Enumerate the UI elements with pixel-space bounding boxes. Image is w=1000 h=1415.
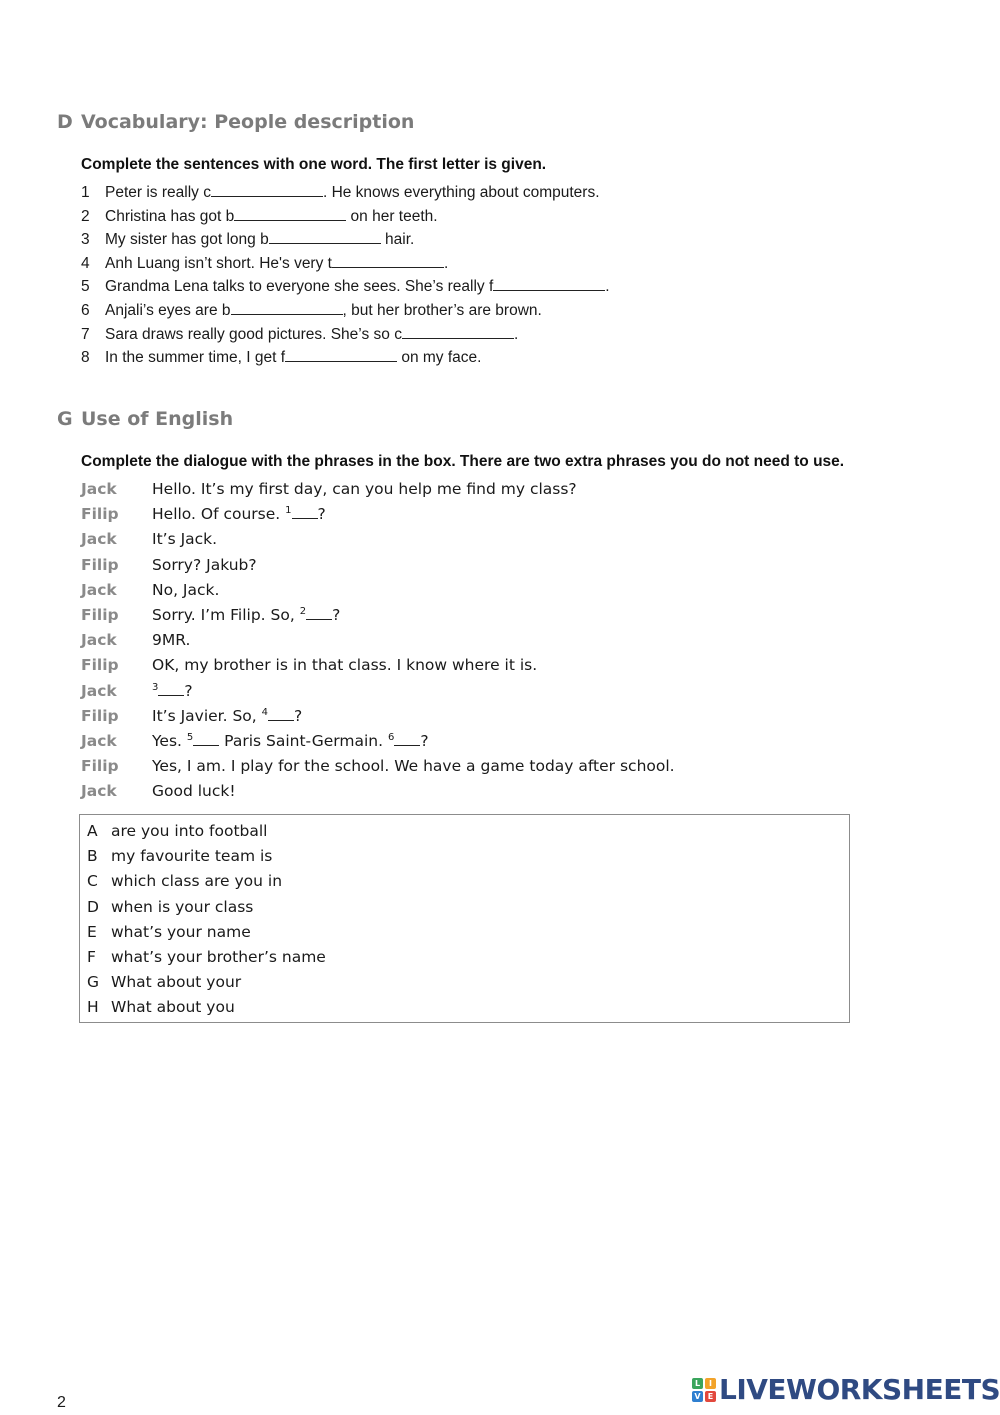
section-g-title bbox=[57, 408, 233, 430]
option-letter: A bbox=[87, 822, 98, 840]
item-text-before: Grandma Lena talks to everyone she sees. She’s really f bbox=[105, 278, 494, 296]
text-segment: Hello. It’s my first day, can you help me find my class? bbox=[152, 480, 577, 498]
text-segment: Paris Saint-Germain. bbox=[219, 732, 388, 750]
logo-grid-icon bbox=[692, 1378, 716, 1402]
text-segment: Good luck! bbox=[152, 782, 236, 801]
item-text-after: . bbox=[605, 278, 610, 296]
item-text-after: on my face. bbox=[397, 349, 482, 367]
speaker-name: Jack bbox=[81, 681, 117, 700]
answer-blank[interactable] bbox=[285, 348, 397, 362]
item-number: 6 bbox=[81, 302, 90, 319]
dialogue-gap[interactable] bbox=[193, 733, 219, 746]
section-g-letter: G bbox=[57, 408, 73, 430]
item-text-before: Sara draws really good pictures. She’s so c bbox=[105, 325, 402, 343]
item-number: 7 bbox=[81, 325, 90, 343]
item-number: 2 bbox=[81, 207, 90, 225]
option-text: What about your bbox=[111, 973, 242, 992]
item-number: 8 bbox=[81, 349, 90, 367]
text-segment: ? bbox=[317, 505, 326, 524]
section-d-heading: Vocabulary: People description bbox=[81, 111, 415, 133]
page-number: 2 bbox=[57, 1394, 66, 1411]
answer-blank[interactable] bbox=[211, 183, 323, 197]
dialogue-line bbox=[81, 782, 236, 800]
phrase-box bbox=[79, 814, 850, 1023]
dialogue-gap[interactable] bbox=[268, 708, 294, 721]
item-text-after: . bbox=[443, 254, 449, 272]
section-g-instruction: Complete the dialogue with the phrases in the box. There are two extra phrases you do not need to use. bbox=[81, 453, 845, 470]
item-number: 1 bbox=[81, 184, 90, 201]
answer-blank[interactable] bbox=[493, 277, 605, 291]
dialogue-line bbox=[81, 631, 190, 649]
speaker-name: Jack bbox=[81, 580, 117, 599]
dialogue-text bbox=[152, 505, 326, 523]
gap-number: 1 bbox=[285, 505, 292, 517]
text-segment: It’s Javier. So, bbox=[152, 706, 262, 725]
section-d-instruction: Complete the sentences with one word. The first letter is given. bbox=[81, 156, 547, 173]
gap-number: 3 bbox=[152, 681, 159, 693]
speaker-name: Jack bbox=[81, 480, 117, 498]
item-text-before: My sister has got long b bbox=[105, 231, 269, 249]
gap-number: 2 bbox=[299, 606, 307, 617]
item-text-before: Anh Luang isn’t short. He's very t bbox=[105, 254, 332, 272]
text-segment: OK, my brother is in that class. I know where it is. bbox=[152, 656, 538, 675]
text-segment: ? bbox=[332, 606, 341, 624]
dialogue-line bbox=[81, 656, 537, 674]
vocab-item bbox=[81, 230, 414, 249]
dialogue-text bbox=[152, 732, 429, 750]
logo-tile: L bbox=[692, 1378, 703, 1389]
item-text-after: hair. bbox=[380, 231, 415, 249]
phrase-option bbox=[87, 847, 272, 865]
speaker-name: Filip bbox=[81, 505, 119, 524]
answer-blank[interactable] bbox=[231, 301, 343, 315]
section-d-letter: D bbox=[57, 111, 73, 133]
item-text-before: In the summer time, I get f bbox=[105, 349, 286, 367]
phrase-option bbox=[87, 923, 251, 941]
item-number: 3 bbox=[81, 231, 90, 249]
speaker-name: Filip bbox=[81, 656, 119, 675]
phrase-option bbox=[87, 898, 253, 916]
section-d-title bbox=[57, 111, 414, 133]
option-text: which class are you in bbox=[111, 872, 283, 891]
dialogue-line bbox=[81, 732, 429, 750]
gap-number: 6 bbox=[387, 732, 395, 743]
dialogue-gap[interactable] bbox=[306, 607, 332, 620]
dialogue-line bbox=[81, 581, 219, 599]
text-segment: ? bbox=[294, 706, 303, 725]
option-letter: G bbox=[87, 973, 100, 992]
text-segment: It’s Jack. bbox=[152, 530, 218, 549]
dialogue-line bbox=[81, 530, 217, 548]
vocab-item bbox=[81, 301, 542, 320]
phrase-option bbox=[87, 998, 235, 1016]
text-segment: ? bbox=[184, 681, 193, 700]
text-segment: No, Jack. bbox=[152, 580, 220, 599]
vocab-item bbox=[81, 325, 518, 344]
item-text-before: Christina has got b bbox=[105, 207, 235, 225]
dialogue-text bbox=[152, 581, 219, 599]
speaker-name: Jack bbox=[81, 631, 117, 650]
logo-tile: E bbox=[705, 1391, 716, 1402]
dialogue-line bbox=[81, 606, 340, 624]
option-text: when is your class bbox=[111, 897, 254, 916]
dialogue-line bbox=[81, 757, 675, 775]
option-letter: C bbox=[87, 872, 98, 891]
text-segment: Sorry. I’m Filip. So, bbox=[152, 606, 300, 624]
option-letter: H bbox=[87, 998, 99, 1017]
dialogue-line bbox=[81, 480, 577, 498]
dialogue-line bbox=[81, 707, 302, 725]
speaker-name: Filip bbox=[81, 555, 119, 574]
dialogue-gap[interactable] bbox=[292, 506, 318, 519]
option-text: my favourite team is bbox=[111, 847, 273, 866]
liveworksheets-logo bbox=[692, 1373, 1000, 1406]
logo-tile: I bbox=[705, 1378, 716, 1389]
phrase-option bbox=[87, 948, 326, 966]
vocab-item bbox=[81, 183, 600, 202]
item-text-before: Anjali’s eyes are b bbox=[105, 302, 231, 319]
section-g-heading: Use of English bbox=[81, 408, 234, 430]
dialogue-text bbox=[152, 480, 577, 498]
option-text: what’s your name bbox=[111, 922, 251, 941]
answer-blank[interactable] bbox=[332, 254, 444, 268]
item-text-before: Peter is really c bbox=[105, 184, 211, 201]
item-number: 4 bbox=[81, 254, 90, 272]
dialogue-text bbox=[152, 656, 537, 674]
answer-blank[interactable] bbox=[234, 207, 346, 221]
item-text-after: . He knows everything about computers. bbox=[322, 184, 600, 201]
dialogue-text bbox=[152, 707, 302, 725]
option-letter: F bbox=[87, 948, 96, 966]
text-segment: Yes. bbox=[152, 732, 187, 750]
item-text-after: . bbox=[513, 325, 519, 343]
text-segment: Hello. Of course. bbox=[152, 505, 286, 524]
dialogue-gap[interactable] bbox=[158, 683, 184, 696]
dialogue-gap[interactable] bbox=[394, 733, 420, 746]
text-segment: Sorry? Jakub? bbox=[152, 555, 257, 574]
item-number: 5 bbox=[81, 278, 90, 296]
gap-number: 5 bbox=[186, 732, 194, 743]
speaker-name: Jack bbox=[81, 732, 117, 750]
vocab-item bbox=[81, 254, 448, 273]
speaker-name: Filip bbox=[81, 606, 119, 624]
dialogue-text bbox=[152, 530, 217, 548]
option-text: what’s your brother’s name bbox=[111, 948, 326, 966]
vocab-item bbox=[81, 348, 481, 367]
dialogue-text bbox=[152, 631, 190, 649]
dialogue-line bbox=[81, 682, 193, 700]
option-letter: E bbox=[87, 922, 97, 941]
answer-blank[interactable] bbox=[402, 325, 514, 339]
option-letter: B bbox=[87, 847, 98, 866]
phrase-option bbox=[87, 822, 267, 840]
speaker-name: Jack bbox=[81, 782, 117, 801]
phrase-option bbox=[87, 973, 241, 991]
text-segment: 9MR. bbox=[152, 631, 191, 650]
dialogue-text bbox=[152, 757, 675, 775]
option-text: What about you bbox=[111, 998, 235, 1017]
item-text-after: on her teeth. bbox=[346, 207, 438, 225]
speaker-name: Jack bbox=[81, 530, 117, 549]
dialogue-text bbox=[152, 556, 257, 574]
logo-text: LIVEWORKSHEETS bbox=[719, 1373, 1000, 1406]
dialogue-text bbox=[152, 782, 236, 800]
option-text: are you into football bbox=[111, 822, 268, 840]
dialogue-text bbox=[152, 606, 340, 624]
dialogue-line bbox=[81, 556, 257, 574]
dialogue-text bbox=[152, 682, 193, 700]
speaker-name: Filip bbox=[81, 706, 119, 725]
vocab-item bbox=[81, 207, 438, 226]
option-letter: D bbox=[87, 897, 99, 916]
text-segment: ? bbox=[420, 732, 429, 750]
phrase-option bbox=[87, 872, 282, 890]
gap-number: 4 bbox=[261, 706, 269, 718]
vocab-item bbox=[81, 277, 610, 296]
answer-blank[interactable] bbox=[269, 230, 381, 244]
dialogue-line bbox=[81, 505, 326, 523]
speaker-name: Filip bbox=[81, 757, 119, 776]
text-segment: Yes, I am. I play for the school. We have a game today after school. bbox=[152, 757, 675, 776]
item-text-after: , but her brother’s are brown. bbox=[342, 302, 542, 319]
logo-tile: V bbox=[692, 1391, 703, 1402]
